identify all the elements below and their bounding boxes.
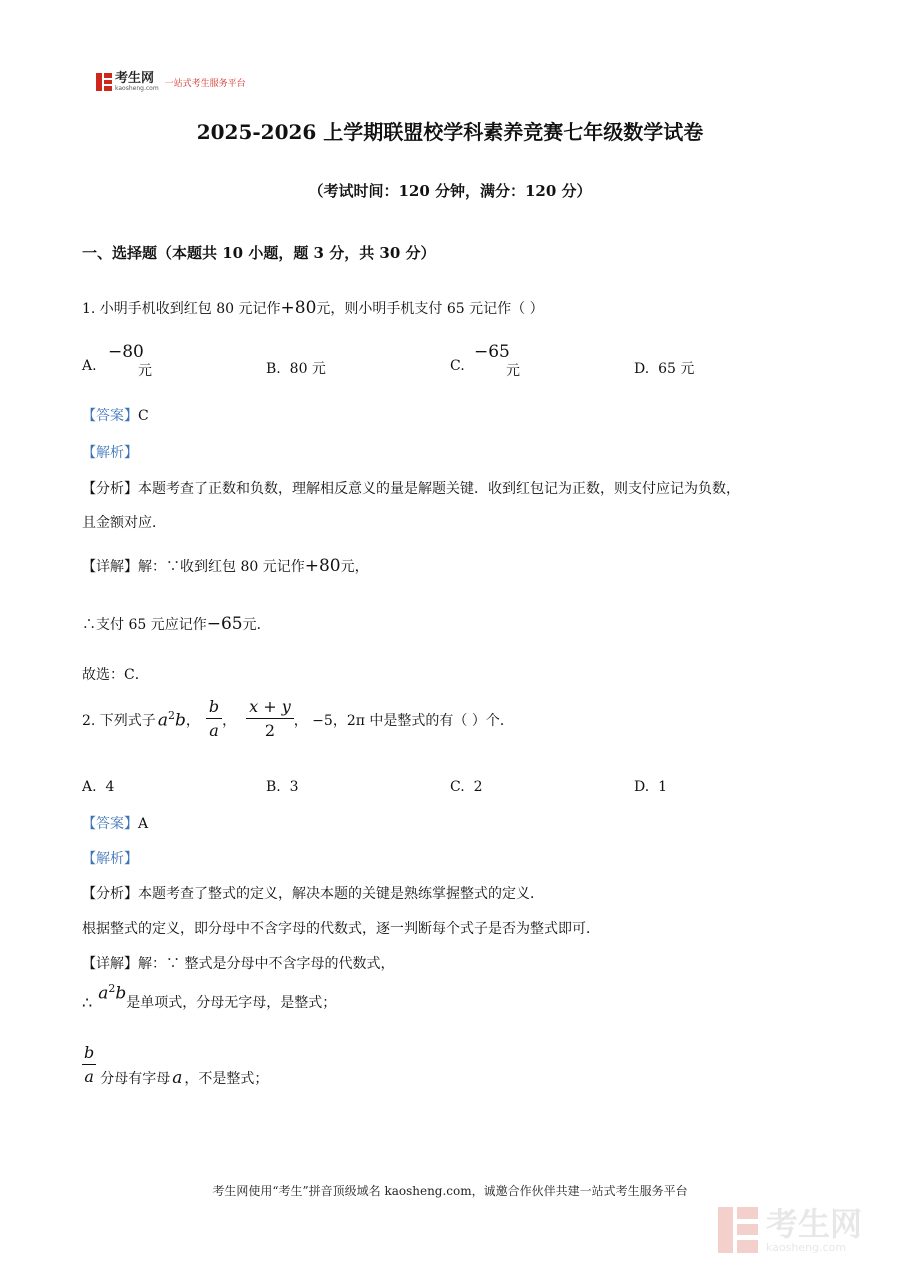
q1-option-c-unit: 元 [506,363,520,379]
q2-fraction-b-over-a-2: $\frac{b}{a}$ [84,1043,95,1086]
logo-domain: kaosheng.com [115,85,159,92]
q1-option-c-math: −65 [474,342,510,362]
q2-line-monomial: ∴ $a^2b$ 是单项式，分母无字母，是整式； [82,982,337,1012]
logo-slogan: 一站式考生服务平台 [164,78,246,89]
q2-fenxi: 【分析】本题考查了整式的定义，解决本题的关键是熟练掌握整式的定义． [82,886,544,902]
q2-stem: 2. 下列式子 $a^2b$ ， $\frac{b}{a}$ ， $\frac{x + y}{2}$ ， −5，2π 中是整式的有（ ）个． [82,696,514,743]
q2-basis: 根据整式的定义，即分母中不含字母的代数式，逐一判断每个式子是否为整式即可． [82,921,600,937]
q1-option-b: B. 80 元 [266,361,326,377]
q1-option-c: C. [450,358,465,374]
q1-option-a: A. [82,358,97,374]
q1-fenxi: 【分析】本题考查了正数和负数，理解相反意义的量是解题关键．收到红包记为正数，则支付应记为负数， [82,481,740,497]
q2-analysis-tag: 【解析】 [82,851,138,867]
q1-therefore: ∴支付 65 元应记作−65元． [82,614,271,634]
kaosheng-watermark-icon [718,1207,758,1253]
q1-analysis-tag: 【解析】 [82,445,138,461]
footer-text: 考生网使用“考生”拼音顶级域名 kaosheng.com，诚邀合作伙伴共建一站式考生服务平台 [212,1184,688,1198]
q2-xiangjie: 【详解】解：∵ 整式是分母中不含字母的代数式， [82,956,395,972]
section-heading: 一、选择题（本题共 10 小题，题 3 分，共 30 分） [82,244,436,262]
q2-option-b: B. 3 [266,779,299,795]
q2-fraction-x-plus-y: $\frac{x + y}{2}$ [246,696,294,743]
q2-answer: 【答案】A [82,816,149,832]
q1-stem: 1. 小明手机收到红包 80 元记作+80元，则小明手机支付 65 元记作（ ） [82,298,544,318]
exam-title: 2025-2026 上学期联盟校学科素养竞赛七年级数学试卷 [196,120,704,144]
q1-xiangjie: 【详解】解：∵收到红包 80 元记作+80元， [82,556,369,576]
q1-choose: 故选：C． [82,667,149,683]
q2-option-a: A. 4 [82,779,115,795]
watermark-name: 考生网 [766,1205,863,1243]
q1-stem-math: +80 [280,298,317,318]
q2-line-fraction: $\frac{b}{a}$ 分母有字母 a ，不是整式； [84,1043,269,1088]
q1-fenxi-line2: 且金额对应． [82,515,166,531]
watermark-domain: kaosheng.com [766,1241,847,1254]
q1-answer: 【答案】C [82,408,149,424]
q2-option-c: C. 2 [450,779,483,795]
exam-subtitle: （考试时间：120 分钟，满分：120 分） [308,182,592,200]
logo-name: 考生网 [115,71,155,86]
q1-option-a-math: −80 [108,342,144,362]
header-logo [96,72,246,92]
q2-option-d: D. 1 [634,779,668,795]
q1-option-a-unit: 元 [138,363,152,379]
q2-fraction-b-over-a: $\frac{b}{a}$ [206,696,222,743]
q2-monomial: $a^2b$ [157,708,186,731]
kaosheng-logo-icon [96,73,112,91]
watermark-logo [718,1206,862,1254]
q1-option-d: D. 65 元 [634,361,695,377]
